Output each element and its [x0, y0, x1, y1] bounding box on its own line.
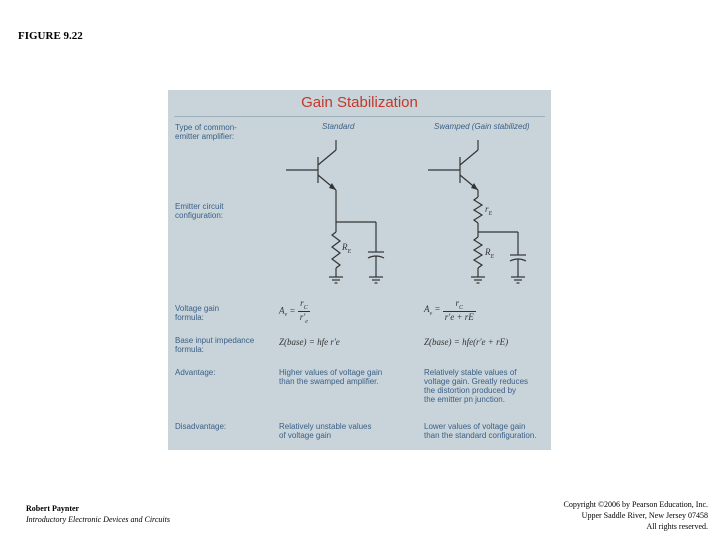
swamped-gain-num-sub: C: [459, 304, 464, 311]
standard-gain-num-sub: C: [303, 304, 308, 311]
standard-disadvantage: [279, 422, 372, 440]
standard-ce-amplifier-schematic: [278, 135, 388, 295]
swamped-gain-fraction: [443, 298, 476, 322]
row-label-input-impedance: [175, 336, 254, 354]
swamped-gain-numerator: [443, 298, 476, 312]
row-label-emitter-config-line1: Emitter circuit: [175, 202, 224, 211]
standard-advantage: [279, 368, 382, 386]
copyright-line3: All rights reserved.: [646, 522, 708, 531]
standard-gain-denominator: [298, 312, 310, 325]
row-label-disadvantage: Disadvantage:: [175, 422, 227, 431]
standard-gain-lhs-sub: v: [284, 312, 288, 319]
swamped-advantage: [424, 368, 528, 404]
row-label-amplifier-type: [175, 123, 237, 141]
column-header-swamped: Swamped (Gain stabilized): [434, 122, 530, 131]
swamped-advantage-line1: Relatively stable values of: [424, 368, 517, 377]
standard-gain-num-symbol: r: [300, 298, 304, 308]
copyright-line2: Upper Saddle River, New Jersey 07458: [581, 511, 708, 520]
title-divider: [174, 116, 545, 117]
row-label-advantage: Advantage:: [175, 368, 216, 377]
standard-re-subscript: E: [347, 248, 352, 255]
standard-gain-fraction: [298, 298, 310, 325]
standard-advantage-line2: than the swamped amplifier.: [279, 377, 379, 386]
swamped-big-re-symbol: R: [485, 247, 491, 257]
row-label-voltage-gain: [175, 304, 219, 322]
standard-emitter-resistor-label: [342, 242, 351, 255]
standard-gain-numerator: [298, 298, 310, 312]
row-label-voltage-gain-line1: Voltage gain: [175, 304, 220, 313]
swamped-big-re-subscript: E: [490, 253, 495, 260]
gain-stabilization-panel: [168, 90, 551, 450]
author-name: Robert Paynter: [26, 504, 80, 513]
footer-credits: [26, 503, 170, 525]
copyright-notice: [564, 499, 709, 532]
row-label-amplifier-type-line1: Type of common-: [175, 123, 237, 132]
standard-gain-formula: $A_v$ = $\frac{r_C}{r'_e}$: [279, 298, 308, 325]
standard-gain-lhs: A: [279, 305, 285, 316]
standard-gain-den-sub: e: [305, 318, 308, 325]
swamped-disadvantage-line2: than the standard configuration.: [424, 431, 537, 440]
swamped-ce-amplifier-schematic: [420, 135, 530, 295]
swamped-impedance-formula: Z(base) = hfe(r′e + rE): [424, 337, 509, 347]
row-label-emitter-config: [175, 202, 223, 220]
row-label-input-impedance-line2: formula:: [175, 345, 204, 354]
swamped-gain-formula: $A_v$ = $\frac{r_C}{r'e + rE}$: [424, 298, 474, 322]
panel-title: Gain Stabilization: [301, 94, 418, 111]
swamped-disadvantage-line1: Lower values of voltage gain: [424, 422, 526, 431]
swamped-advantage-line4: the emitter pn junction.: [424, 395, 505, 404]
swamping-resistor-label: [485, 204, 492, 217]
standard-disadvantage-line2: of voltage gain: [279, 431, 332, 440]
row-label-amplifier-type-line2: emitter amplifier:: [175, 132, 235, 141]
book-title: Introductory Electronic Devices and Circuits: [26, 515, 170, 524]
swamped-emitter-resistor-label: [485, 247, 494, 260]
swamped-re-subscript: E: [488, 210, 493, 217]
standard-gain-den-symbol: r′: [299, 311, 306, 322]
copyright-line1: Copyright ©2006 by Pearson Education, Inc.: [563, 500, 708, 509]
row-label-input-impedance-line1: Base input impedance: [175, 336, 255, 345]
swamped-re-symbol: r: [485, 204, 489, 214]
column-header-standard: Standard: [322, 122, 355, 131]
standard-impedance-formula: Z(base) = hfe r′e: [279, 337, 340, 347]
row-label-voltage-gain-line2: formula:: [175, 313, 204, 322]
standard-disadvantage-line1: Relatively unstable values: [279, 422, 372, 431]
swamped-gain-denominator: r′e + rE: [444, 311, 474, 322]
swamped-gain-lhs-sub: v: [429, 310, 433, 317]
row-label-emitter-config-line2: configuration:: [175, 211, 224, 220]
swamped-advantage-line3: the distortion produced by: [424, 386, 517, 395]
standard-advantage-line1: Higher values of voltage gain: [279, 368, 383, 377]
swamped-gain-num-symbol: r: [455, 298, 460, 308]
standard-re-symbol: R: [342, 242, 348, 252]
swamped-disadvantage: [424, 422, 537, 440]
swamped-gain-lhs: A: [424, 303, 430, 314]
figure-label: FIGURE 9.22: [18, 30, 83, 42]
swamped-advantage-line2: voltage gain. Greatly reduces: [424, 377, 529, 386]
